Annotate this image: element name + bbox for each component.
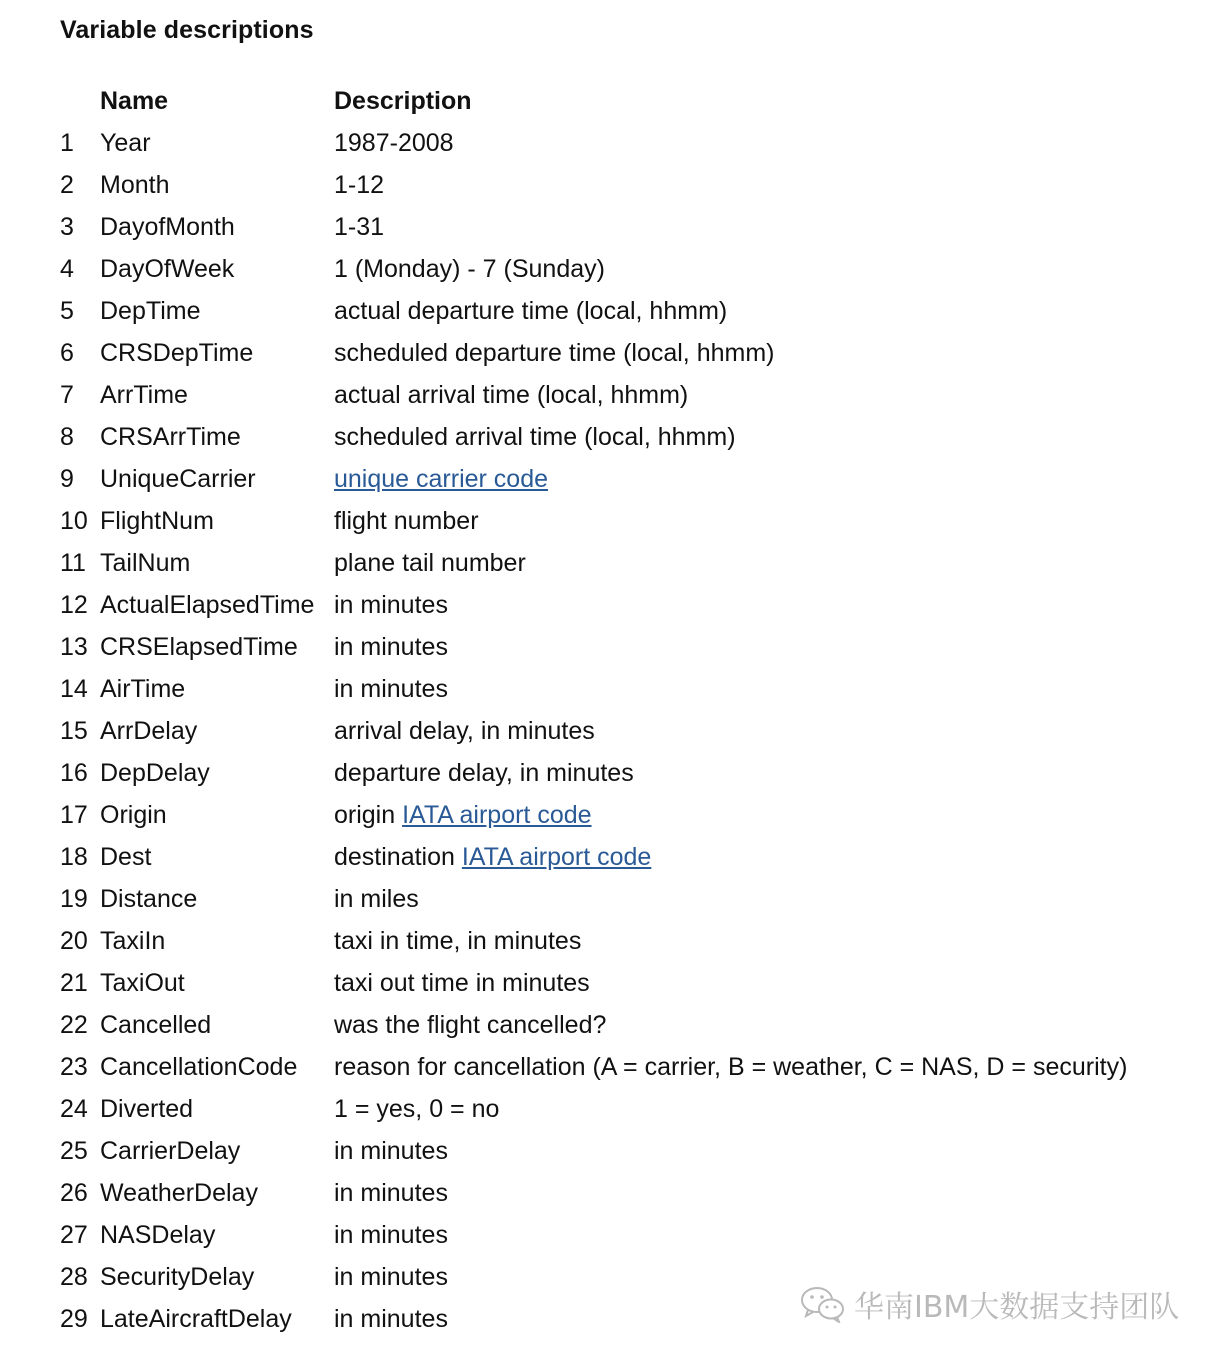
table-row: [54, 542, 1133, 584]
variable-description: reason for cancellation (A = carrier, B = weather, C = NAS, D = security): [334, 1052, 1128, 1081]
variable-description: taxi in time, in minutes: [334, 926, 582, 955]
row-number: 20: [60, 926, 88, 955]
row-number: 7: [60, 380, 74, 409]
variable-name: Dest: [100, 842, 152, 871]
variable-description: arrival delay, in minutes: [334, 716, 595, 745]
variable-name: ArrDelay: [100, 716, 198, 745]
variable-description: scheduled departure time (local, hhmm): [334, 338, 775, 367]
variable-name: CRSElapsedTime: [100, 632, 298, 661]
row-number: 17: [60, 800, 88, 829]
description-link[interactable]: unique carrier code: [334, 464, 549, 493]
header-name: Name: [100, 86, 169, 115]
description-link[interactable]: IATA airport code: [402, 800, 592, 829]
watermark: [800, 1282, 1179, 1326]
variable-name: Diverted: [100, 1094, 194, 1123]
row-number: 10: [60, 506, 88, 535]
variable-description: in minutes: [334, 1220, 448, 1249]
row-number: 24: [60, 1094, 88, 1123]
row-number: 2: [60, 170, 74, 199]
table-row: [54, 626, 1133, 668]
variable-name: WeatherDelay: [100, 1178, 258, 1207]
row-number: 21: [60, 968, 88, 997]
row-number: 16: [60, 758, 88, 787]
table-row: [54, 122, 1133, 164]
row-number: 18: [60, 842, 88, 871]
table-row: [54, 500, 1133, 542]
variable-description: was the flight cancelled?: [334, 1010, 607, 1039]
variable-description: 1 = yes, 0 = no: [334, 1094, 500, 1123]
variable-name: FlightNum: [100, 506, 214, 535]
table-row: [54, 1046, 1133, 1088]
variable-name: DayofMonth: [100, 212, 235, 241]
variable-name: TaxiOut: [100, 968, 185, 997]
table-row: [54, 710, 1133, 752]
row-number: 23: [60, 1052, 88, 1081]
variable-name: CRSArrTime: [100, 422, 241, 451]
variable-description: in minutes: [334, 632, 448, 661]
table-row: [54, 248, 1133, 290]
table-row: [54, 290, 1133, 332]
row-number: 9: [60, 464, 74, 493]
variable-name: AirTime: [100, 674, 186, 703]
row-number: 5: [60, 296, 74, 325]
header-number: [54, 80, 94, 122]
table-row: [54, 878, 1133, 920]
table-row: [54, 1130, 1133, 1172]
variable-name: LateAircraftDelay: [100, 1304, 292, 1333]
row-number: 11: [60, 548, 86, 577]
variable-name: Cancelled: [100, 1010, 212, 1039]
variable-description: in minutes: [334, 1178, 448, 1207]
watermark-text: 华南IBM大数据支持团队: [854, 1290, 1180, 1325]
table-row: [54, 374, 1133, 416]
row-number: 19: [60, 884, 88, 913]
variable-name: Distance: [100, 884, 198, 913]
variable-description: actual departure time (local, hhmm): [334, 296, 728, 325]
row-number: 4: [60, 254, 74, 283]
variable-name: TaxiIn: [100, 926, 166, 955]
variable-description: [328, 458, 1133, 500]
description-link[interactable]: IATA airport code: [461, 842, 652, 871]
variable-description: taxi out time in minutes: [334, 968, 590, 997]
variable-name: SecurityDelay: [100, 1262, 255, 1291]
row-number: 26: [60, 1178, 88, 1207]
variable-description: in minutes: [334, 674, 448, 703]
variable-description: in minutes: [334, 590, 448, 619]
variable-description: 1987-2008: [334, 128, 454, 157]
variable-description: in minutes: [334, 1262, 448, 1291]
row-number: 28: [60, 1262, 88, 1291]
table-row: [54, 1214, 1133, 1256]
variable-name: DayOfWeek: [100, 254, 235, 283]
row-number: 8: [60, 422, 74, 451]
variable-description: 1 (Monday) - 7 (Sunday): [334, 254, 605, 283]
variable-name: UniqueCarrier: [100, 464, 256, 493]
table-row: [54, 836, 1133, 878]
table-row: [54, 962, 1133, 1004]
variable-name: DepTime: [100, 296, 201, 325]
variable-name: DepDelay: [100, 758, 210, 787]
variable-description: scheduled arrival time (local, hhmm): [334, 422, 736, 451]
variable-name: CRSDepTime: [100, 338, 254, 367]
variable-description: in minutes: [334, 1136, 448, 1165]
table-row: [54, 1004, 1133, 1046]
variable-description: in miles: [334, 884, 419, 913]
row-number: 6: [60, 338, 74, 367]
variable-description: 1-12: [334, 170, 385, 199]
variable-description: departure delay, in minutes: [334, 758, 634, 787]
variable-name: TailNum: [100, 548, 191, 577]
table-row: [54, 164, 1133, 206]
row-number: 25: [60, 1136, 88, 1165]
variable-name: Year: [100, 128, 151, 157]
table-row: [54, 752, 1133, 794]
table-row: [54, 794, 1133, 836]
variable-description: [328, 794, 1133, 836]
page-title: Variable descriptions: [60, 16, 314, 44]
variable-description: in minutes: [334, 1304, 448, 1333]
description-prefix: destination: [334, 842, 462, 871]
row-number: 27: [60, 1220, 88, 1249]
header-description: Description: [334, 86, 472, 115]
variable-description: 1-31: [334, 212, 385, 241]
row-number: 1: [60, 128, 74, 157]
table-header-row: [54, 80, 1133, 122]
table-row: [54, 1172, 1133, 1214]
variable-name: CarrierDelay: [100, 1136, 241, 1165]
variable-name: ArrTime: [100, 380, 188, 409]
row-number: 22: [60, 1010, 88, 1039]
row-number: 29: [60, 1304, 88, 1333]
row-number: 12: [60, 590, 88, 619]
wechat-icon: [800, 1285, 846, 1323]
row-number: 13: [60, 632, 88, 661]
variable-description: [328, 836, 1133, 878]
table-row: [54, 458, 1133, 500]
variable-name: Month: [100, 170, 170, 199]
variable-table: [54, 80, 1133, 1340]
row-number: 3: [60, 212, 74, 241]
variable-description: actual arrival time (local, hhmm): [334, 380, 689, 409]
row-number: 14: [60, 674, 88, 703]
table-row: [54, 416, 1133, 458]
variable-name: ActualElapsedTime: [100, 590, 315, 619]
table-row: [54, 920, 1133, 962]
table-body: [54, 122, 1133, 1340]
variable-name: Origin: [100, 800, 167, 829]
variable-description: flight number: [334, 506, 479, 535]
variable-description: plane tail number: [334, 548, 526, 577]
table-row: [54, 332, 1133, 374]
table-row: [54, 584, 1133, 626]
row-number: 15: [60, 716, 88, 745]
table-row: [54, 1088, 1133, 1130]
variable-name: CancellationCode: [100, 1052, 298, 1081]
table-row: [54, 206, 1133, 248]
variable-name: NASDelay: [100, 1220, 216, 1249]
description-prefix: origin: [334, 800, 403, 829]
table-row: [54, 668, 1133, 710]
